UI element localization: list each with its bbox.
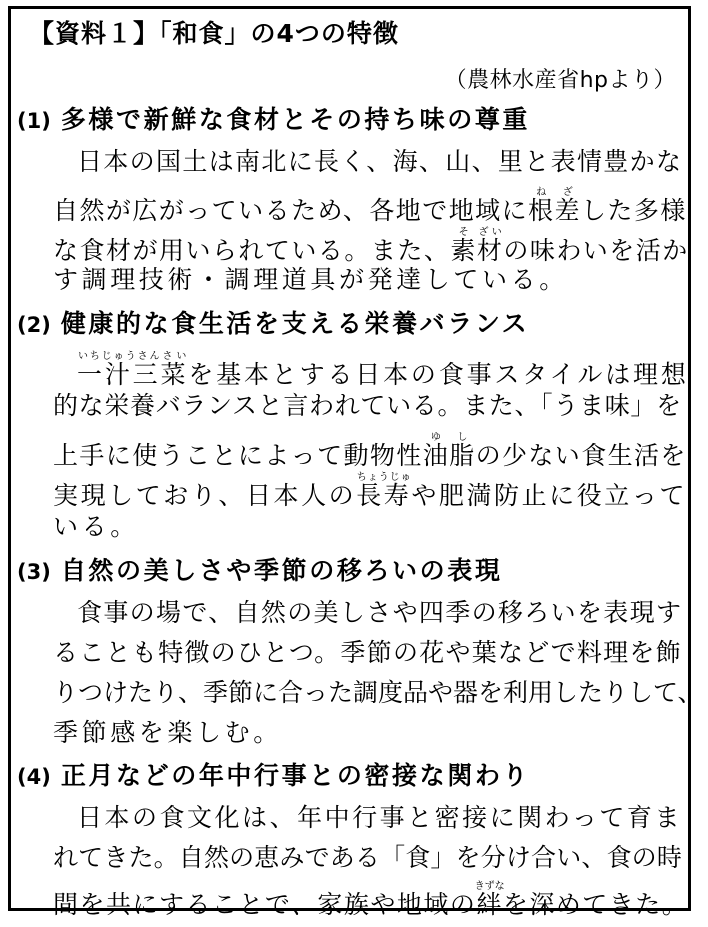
text-run: を深めてきた。 (502, 890, 689, 919)
section-1-heading-text: 多様で新鮮な食材とその持ち味の尊重 (60, 105, 531, 134)
ruby-word (449, 432, 476, 470)
section-2-line-4 (53, 472, 687, 511)
section-2-number: (2) (17, 313, 51, 337)
section-3-line-2: ることも特徴のひとつ。季節の花や葉などで料理を飾 (53, 638, 682, 667)
ruby-word (356, 472, 412, 510)
text-run: の少ない食生活を (475, 441, 687, 470)
ruby-reading: ちょうじゅ (356, 472, 412, 483)
text-run: を基本とする日本の食事スタイルは理想 (188, 360, 689, 389)
text-run: や肥満防止に役立って (411, 481, 688, 510)
section-4-heading (17, 761, 530, 792)
section-1-line-2 (53, 187, 687, 226)
section-4-heading-text: 正月などの年中行事との密接な関わり (60, 761, 531, 790)
ruby-reading: ね (528, 187, 555, 198)
ruby-base: 長寿 (356, 481, 412, 510)
ruby-base: 一汁三 (77, 360, 161, 389)
section-4-line-1: 日本の食文化は、年中行事と密接に関わって育ま (77, 803, 682, 832)
text-run: 間を共にすることで、家族や地域の (53, 890, 477, 919)
section-2-heading-text: 健康的な食生活を支える栄養バランス (60, 309, 530, 338)
ruby-word (474, 881, 505, 919)
section-2-heading (17, 309, 529, 340)
text-run: した多様 (580, 196, 687, 225)
text-run: の味わいを活か (503, 236, 689, 265)
section-4-number: (4) (17, 765, 51, 789)
section-1-line-1: 日本の国土は南北に長く、海、山、里と表情豊かな (77, 147, 683, 176)
ruby-word (554, 187, 581, 225)
section-3-line-4: 季節感を楽しむ。 (53, 718, 282, 747)
ruby-reading: そ (450, 227, 477, 238)
ruby-word (77, 351, 161, 389)
ruby-reading: いちじゅうさん (77, 351, 161, 362)
ruby-reading: ゆ (422, 432, 450, 443)
section-1-heading (17, 105, 530, 136)
section-2-line-1 (77, 351, 689, 390)
ruby-base: 根 (528, 196, 555, 225)
ruby-base: 油 (422, 441, 450, 470)
ruby-word (528, 187, 555, 225)
ruby-word (422, 432, 450, 470)
section-1-line-4: す調理技術・調理道具が発達している。 (53, 265, 568, 294)
source-note: （農林水産省hpより） (444, 68, 676, 93)
section-2-line-5: いる。 (53, 512, 139, 541)
ruby-reading: し (449, 432, 476, 443)
section-2-line-2: 的な栄養バランスと言われている。また、「うま味」を (53, 391, 682, 420)
section-4-line-3 (53, 881, 688, 920)
ruby-word (476, 227, 504, 265)
ruby-reading: ざ (554, 187, 581, 198)
ruby-reading: きずな (474, 881, 505, 892)
ruby-reading: さい (160, 351, 189, 362)
section-3-line-1: 食事の場で、自然の美しさや四季の移ろいを表現す (77, 598, 683, 627)
ruby-base: 材 (476, 236, 504, 265)
section-3-line-3: りつけたり、季節に合った調度品や器を利用したりして、 (53, 678, 703, 707)
ruby-word (450, 227, 477, 265)
section-3-heading (17, 556, 502, 587)
text-run: 自然が広がっているため、各地で地域に (53, 196, 529, 225)
document-frame (8, 6, 703, 919)
ruby-base: 菜 (160, 360, 189, 389)
section-3-heading-text: 自然の美しさや季節の移ろいの表現 (60, 556, 503, 585)
section-3-number: (3) (17, 560, 51, 584)
section-1-line-3 (53, 227, 689, 266)
ruby-base: 脂 (449, 441, 476, 470)
ruby-base: 差 (554, 196, 581, 225)
text-run: 上手に使うことによって動物性 (53, 441, 423, 470)
section-2-line-3 (53, 432, 687, 471)
document-title: 【資料１】「和食」の4つの特徴 (29, 19, 399, 48)
text-run: 実現しており、日本人の (53, 481, 357, 510)
text-run: な食材が用いられている。また、 (53, 236, 451, 265)
ruby-word (160, 351, 189, 389)
section-4-line-2: れてきた。自然の恵みである「食」を分け合い、食の時 (53, 843, 683, 872)
section-1-number: (1) (17, 109, 51, 133)
ruby-base: 素 (450, 236, 477, 265)
ruby-reading: ざい (476, 227, 504, 238)
ruby-base: 絆 (474, 890, 505, 919)
